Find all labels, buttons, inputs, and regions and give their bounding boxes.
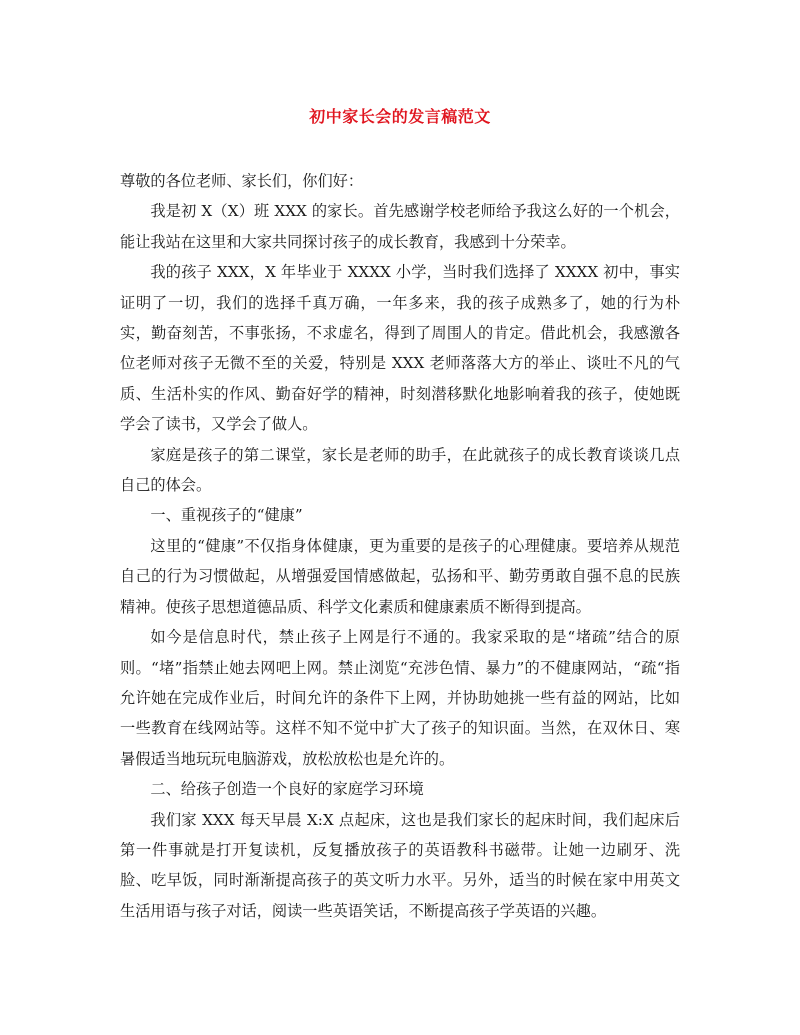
paragraph-introduction: 我是初 X（X）班 XXX 的家长。首先感谢学校老师给予我这么好的一个机会，能让我站在这里和大家共同探讨孩子的成长教育，我感到十分荣幸。 xyxy=(120,202,680,251)
salutation: 尊敬的各位老师、家长们，你们好： xyxy=(120,172,363,190)
section-heading-environment: 二、给孩子创造一个良好的家庭学习环境 xyxy=(150,780,424,799)
paragraph-child-background: 我的孩子 XXX，X 年毕业于 XXXX 小学，当时我们选择了 XXXX 初中，事实证明了一切，我们的选择千真万确，一年多来，我的孩子成熟多了，她的行为朴实，勤奋刻苦，不事张扬，不求虚名，得到了周围人的肯定。借此机会，我感激各位老师对孩子无微不至的关爱，特别是 XXX 老师落落大方的举止、谈吐不凡的气质、生活朴实的作风、勤奋好学的精神，时刻潜移默化地影响着我的孩子，使她既学会了读书，又学会了做人。 xyxy=(120,263,680,434)
paragraph-health: 这里的“健康”不仅指身体健康，更为重要的是孩子的心理健康。要培养从规范自己的行为习惯做起，从增强爱国情感做起，弘扬和平、勤劳勇敢自强不息的民族精神。使孩子思想道德品质、科学文化素质和健康素质不断得到提高。 xyxy=(120,536,680,616)
paragraph-environment: 我们家 XXX 每天早晨 X:X 点起床，这也是我们家长的起床时间，我们起床后第一件事就是打开复读机，反复播放孩子的英语教科书磁带。让她一边刷牙、洗脸、吃早饭，同时渐渐提高孩子的英文听力水平。另外，适当的时候在家中用英文生活用语与孩子对话，阅读一些英语笑话，不断提高孩子学英语的兴趣。 xyxy=(120,810,680,920)
paragraph-internet: 如今是信息时代，禁止孩子上网是行不通的。我家采取的是“堵疏”结合的原则。“堵”指禁止她去网吧上网。禁止浏览“充涉色情、暴力”的不健康网站，“疏“指允许她在完成作业后，时间允许的条件下上网，并协助她挑一些有益的网站，比如一些教育在线网站等。这样不知不觉中扩大了孩子的知识面。当然，在双休日、寒暑假适当地玩玩电脑游戏，放松放松也是允许的。 xyxy=(120,628,680,768)
paragraph-family-classroom: 家庭是孩子的第二课堂，家长是老师的助手，在此就孩子的成长教育谈谈几点自己的体会。 xyxy=(120,445,680,495)
document-title: 初中家长会的发言稿范文 xyxy=(309,107,491,126)
document-body xyxy=(120,166,680,926)
section-heading-health: 一、重视孩子的“健康” xyxy=(150,506,303,525)
